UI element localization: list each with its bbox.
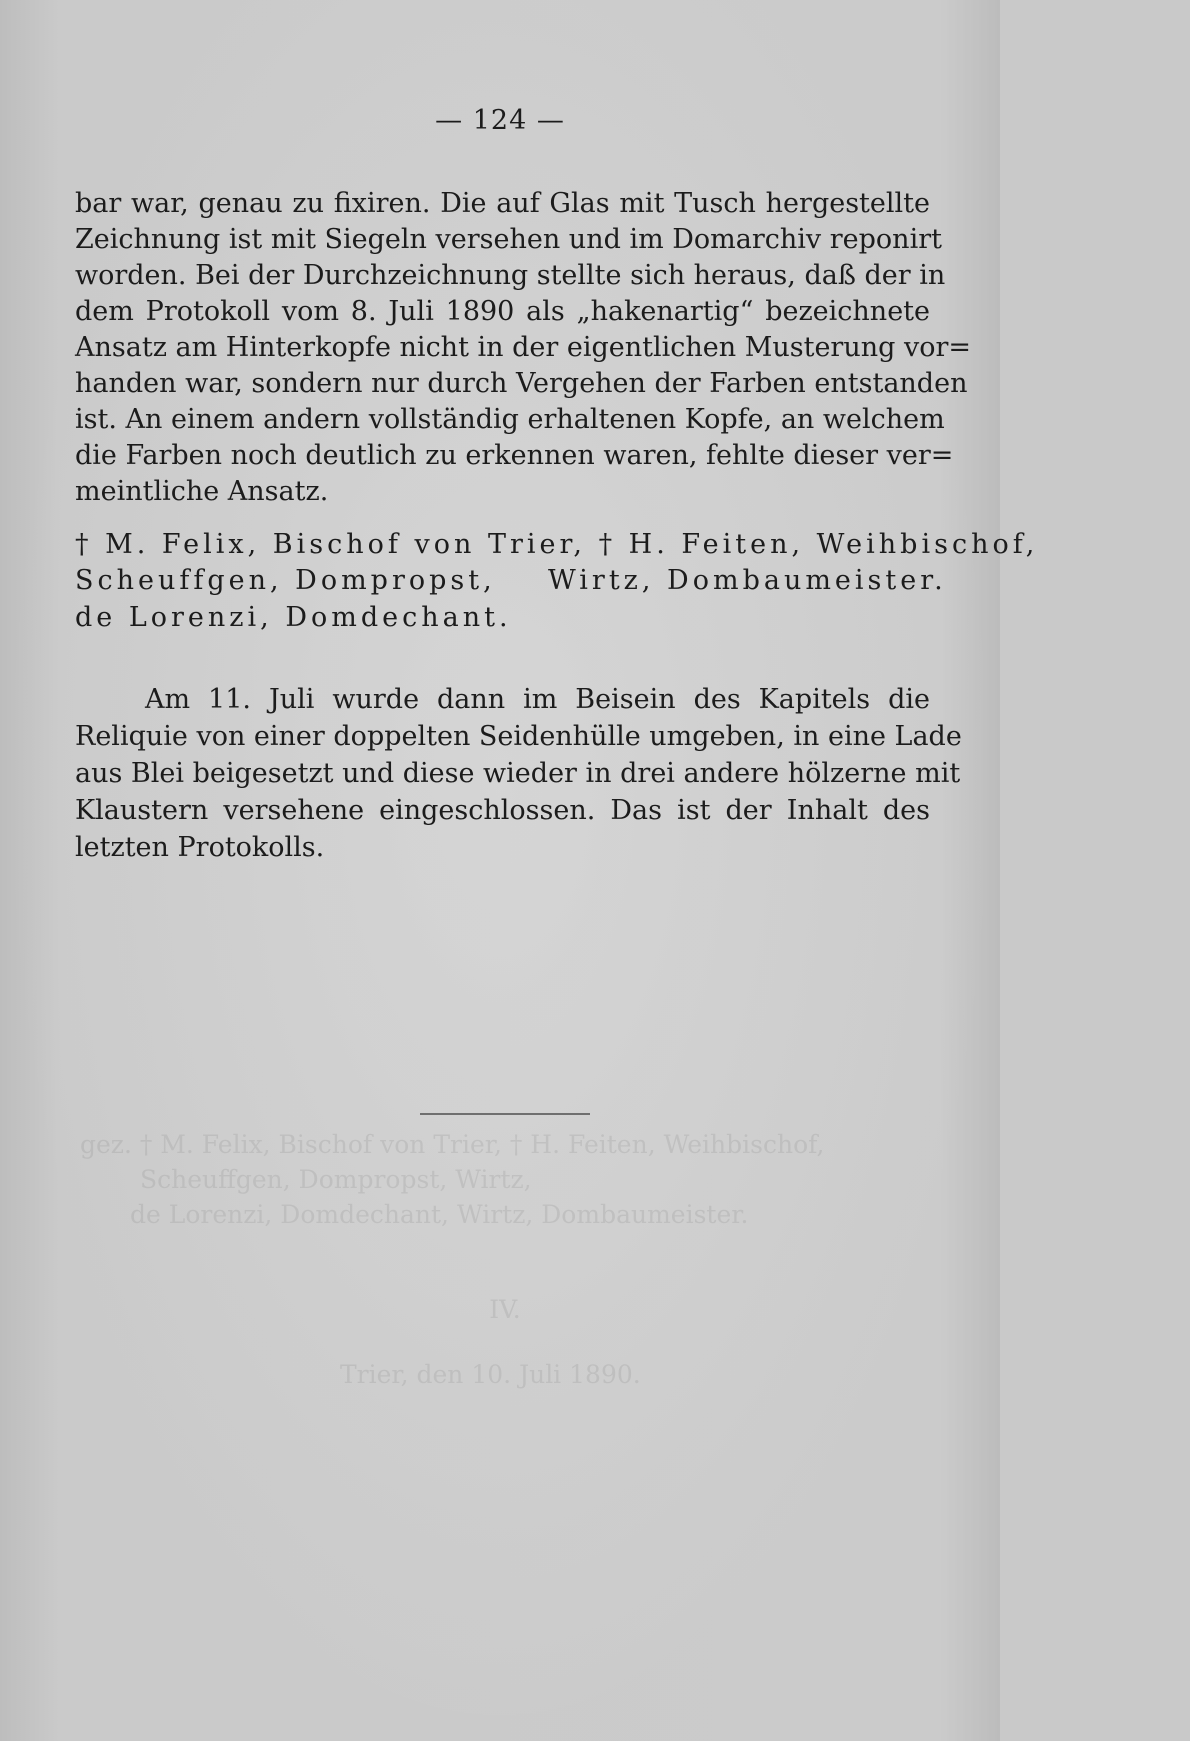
signature-wirtz: Wirtz, Dombaumeister.: [548, 565, 947, 596]
signature-line-bishops: † M. Felix, Bischof von Trier, † H. Feiten, Weihbischof,: [75, 529, 1039, 560]
text-line: meintliche Ansatz.: [75, 476, 329, 507]
text-line: Klaustern versehene eingeschlossen. Das ist der Inhalt des: [75, 795, 930, 826]
text-line: Reliquie von einer doppelten Seidenhülle umgeben, in eine Lade: [75, 721, 962, 752]
text-line: bar war, genau zu fixiren. Die auf Glas mit Tusch hergestellte: [75, 188, 930, 219]
bleed-through-signature-2: Scheuffgen, Dompropst, Wirtz,: [140, 1165, 532, 1194]
text-line: aus Blei beigesetzt und diese wieder in drei andere hölzerne mit: [75, 758, 961, 789]
text-line: dem Protokoll vom 8. Juli 1890 als „hakenartig“ bezeichnete: [75, 296, 930, 327]
signature-scheuffgen: Scheuffgen, Dompropst,: [75, 565, 496, 596]
page-number: — 124 —: [435, 105, 565, 136]
bleed-through-signature-1: gez. † M. Felix, Bischof von Trier, † H. Feiten, Weihbischof,: [80, 1130, 825, 1159]
bleed-through-signature-3: de Lorenzi, Domdechant, Wirtz, Dombaumeister.: [130, 1200, 749, 1229]
bleed-through-dateline: Trier, den 10. Juli 1890.: [340, 1360, 641, 1389]
bleed-through-section-heading: IV.: [489, 1295, 521, 1324]
text-line: worden. Bei der Durchzeichnung stellte sich heraus, daß der in: [75, 260, 946, 291]
text-line: handen war, sondern nur durch Vergehen der Farben entstanden: [75, 368, 968, 399]
text-line: Ansatz am Hinterkopfe nicht in der eigentlichen Musterung vor=: [75, 332, 972, 363]
text-line: Zeichnung ist mit Siegeln versehen und im Domarchiv reponirt: [75, 224, 942, 255]
section-divider-rule: [420, 1113, 590, 1115]
text-line: ist. An einem andern vollständig erhaltenen Kopfe, an welchem: [75, 404, 945, 435]
text-line: die Farben noch deutlich zu erkennen waren, fehlte dieser ver=: [75, 440, 954, 471]
text-line: Am 11. Juli wurde dann im Beisein des Kapitels die: [145, 684, 930, 715]
text-line: letzten Protokolls.: [75, 832, 325, 863]
signature-lorenzi: de Lorenzi, Domdechant.: [75, 602, 512, 633]
